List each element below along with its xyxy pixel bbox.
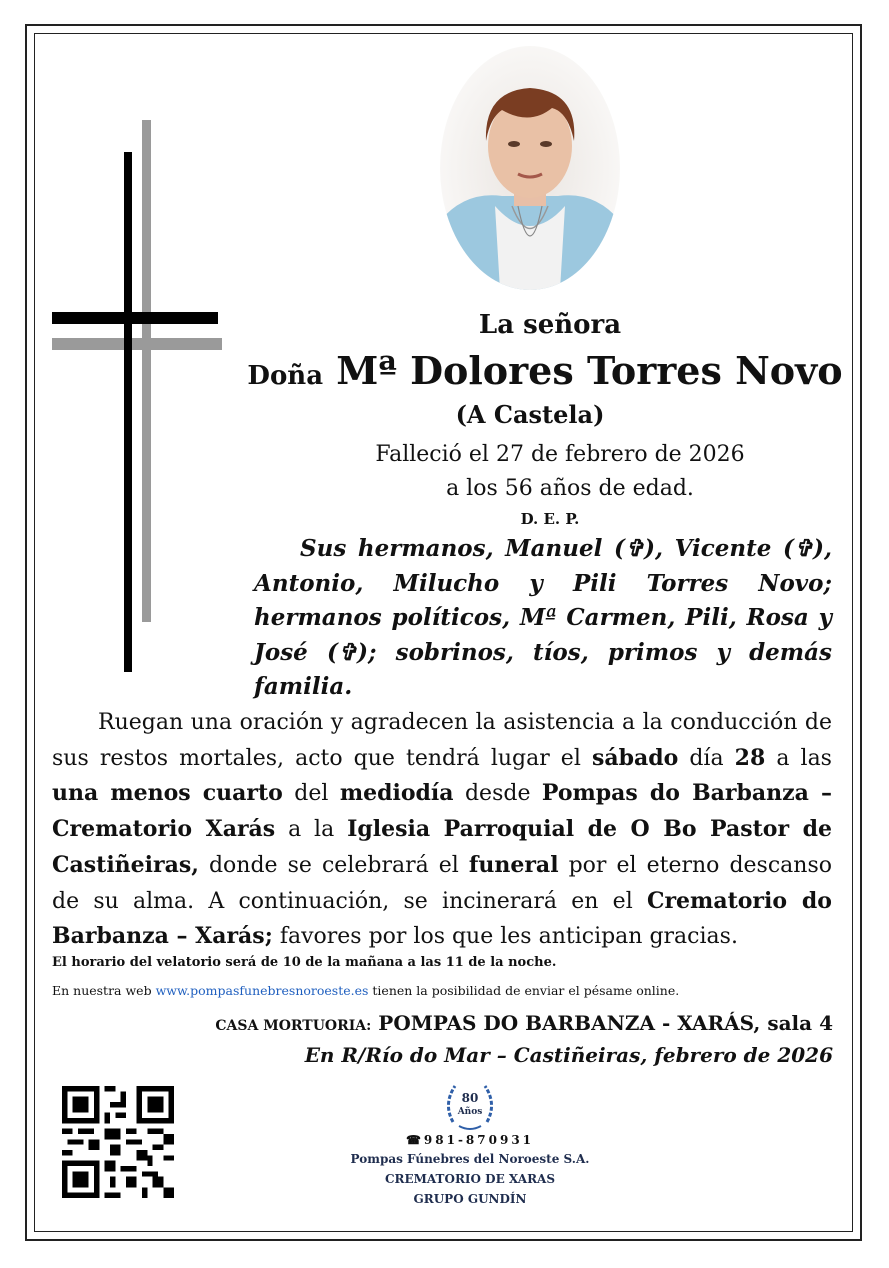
phone-line: [320, 1133, 620, 1147]
website-link[interactable]: www.pompasfunebresnoroeste.es: [155, 983, 369, 998]
ceremony-text: desde: [453, 781, 542, 807]
ceremony-time: una menos cuarto: [52, 780, 283, 807]
ceremony-time-of-day: mediodía: [339, 780, 454, 807]
funeral-home-line: [140, 1011, 833, 1035]
anniversary-badge: [441, 1076, 499, 1134]
deceased-name-line: [200, 348, 889, 393]
ceremony-paragraph: [52, 706, 832, 955]
ceremony-origin: Pompas do Barbanza – Crematorio Xarás: [52, 780, 832, 843]
web-line: [52, 983, 842, 998]
group-name: GRUPO GUNDÍN: [413, 1192, 527, 1206]
ceremony-crematorium: Crematorio do Barbanza – Xarás;: [52, 887, 832, 950]
ceremony-text: del: [282, 781, 340, 807]
web-suffix: tienen la posibilidad de enviar el pésame online.: [368, 983, 680, 998]
cross-gray-vertical: [142, 120, 151, 622]
cross-black-horizontal: [52, 312, 218, 324]
ceremony-funeral: funeral: [468, 851, 559, 878]
place-date: En R/Río do Mar – Castiñeiras, febrero de 2026: [304, 1043, 833, 1067]
ceremony-text: día: [678, 745, 735, 771]
web-prefix: En nuestra web: [52, 983, 156, 998]
family-paragraph: Sus hermanos, Manuel (✞), Vicente (✞), Antonio, Milucho y Pili Torres Novo; hermanos políticos, Mª Carmen, Pili, Rosa y José (✞); sobrinos, tíos, primos y demás familia.: [254, 535, 832, 700]
phone-icon: ☎: [405, 1133, 424, 1147]
alias: (A Castela): [455, 400, 605, 429]
dep-line: D. E. P.: [520, 510, 580, 528]
death-date-line: Falleció el 27 de febrero de 2026: [375, 442, 745, 467]
company-name: Pompas Fúnebres del Noroeste S.A.: [350, 1152, 590, 1166]
crematorium-name: CREMATORIO DE XARAS: [384, 1172, 556, 1186]
ceremony-day: sábado: [591, 744, 679, 771]
badge-number: 80: [461, 1091, 479, 1105]
funeral-home-value: POMPAS DO BARBANZA - XARÁS, sala 4: [371, 1011, 833, 1035]
ceremony-text: donde se celebrará el: [198, 852, 469, 878]
ceremony-church: Iglesia Parroquial de O Bo Pastor de Castiñeiras,: [52, 816, 832, 878]
ceremony-text: por el eterno descanso de su alma. A continuación, se incinerará en el: [52, 852, 832, 914]
name-prefix: Doña: [247, 361, 324, 391]
wake-hours: El horario del velatorio será de 10 de la mañana a las 11 de la noche.: [52, 955, 557, 970]
funeral-home-label: CASA MORTUORIA:: [215, 1018, 372, 1034]
qr-code[interactable]: [62, 1086, 174, 1198]
ceremony-text: a las: [765, 745, 832, 771]
ceremony-date: 28: [734, 744, 766, 771]
ceremony-text: a la: [275, 817, 348, 843]
ceremony-text: favores por los que les anticipan gracias.: [272, 924, 738, 950]
deceased-name: Mª Dolores Torres Novo: [336, 348, 843, 393]
cross-black-vertical: [124, 152, 132, 672]
ceremony-text: Ruegan una oración y agradecen la asistencia a la conducción de sus restos mortales, acto que tendrá lugar el: [52, 710, 832, 771]
title-line: La señora: [478, 310, 622, 340]
phone-number[interactable]: 981-870931: [423, 1133, 535, 1147]
cross-gray-horizontal: [52, 338, 222, 350]
badge-word: Años: [457, 1107, 483, 1117]
portrait-photo: [440, 46, 620, 290]
age-line: a los 56 años de edad.: [446, 476, 694, 501]
